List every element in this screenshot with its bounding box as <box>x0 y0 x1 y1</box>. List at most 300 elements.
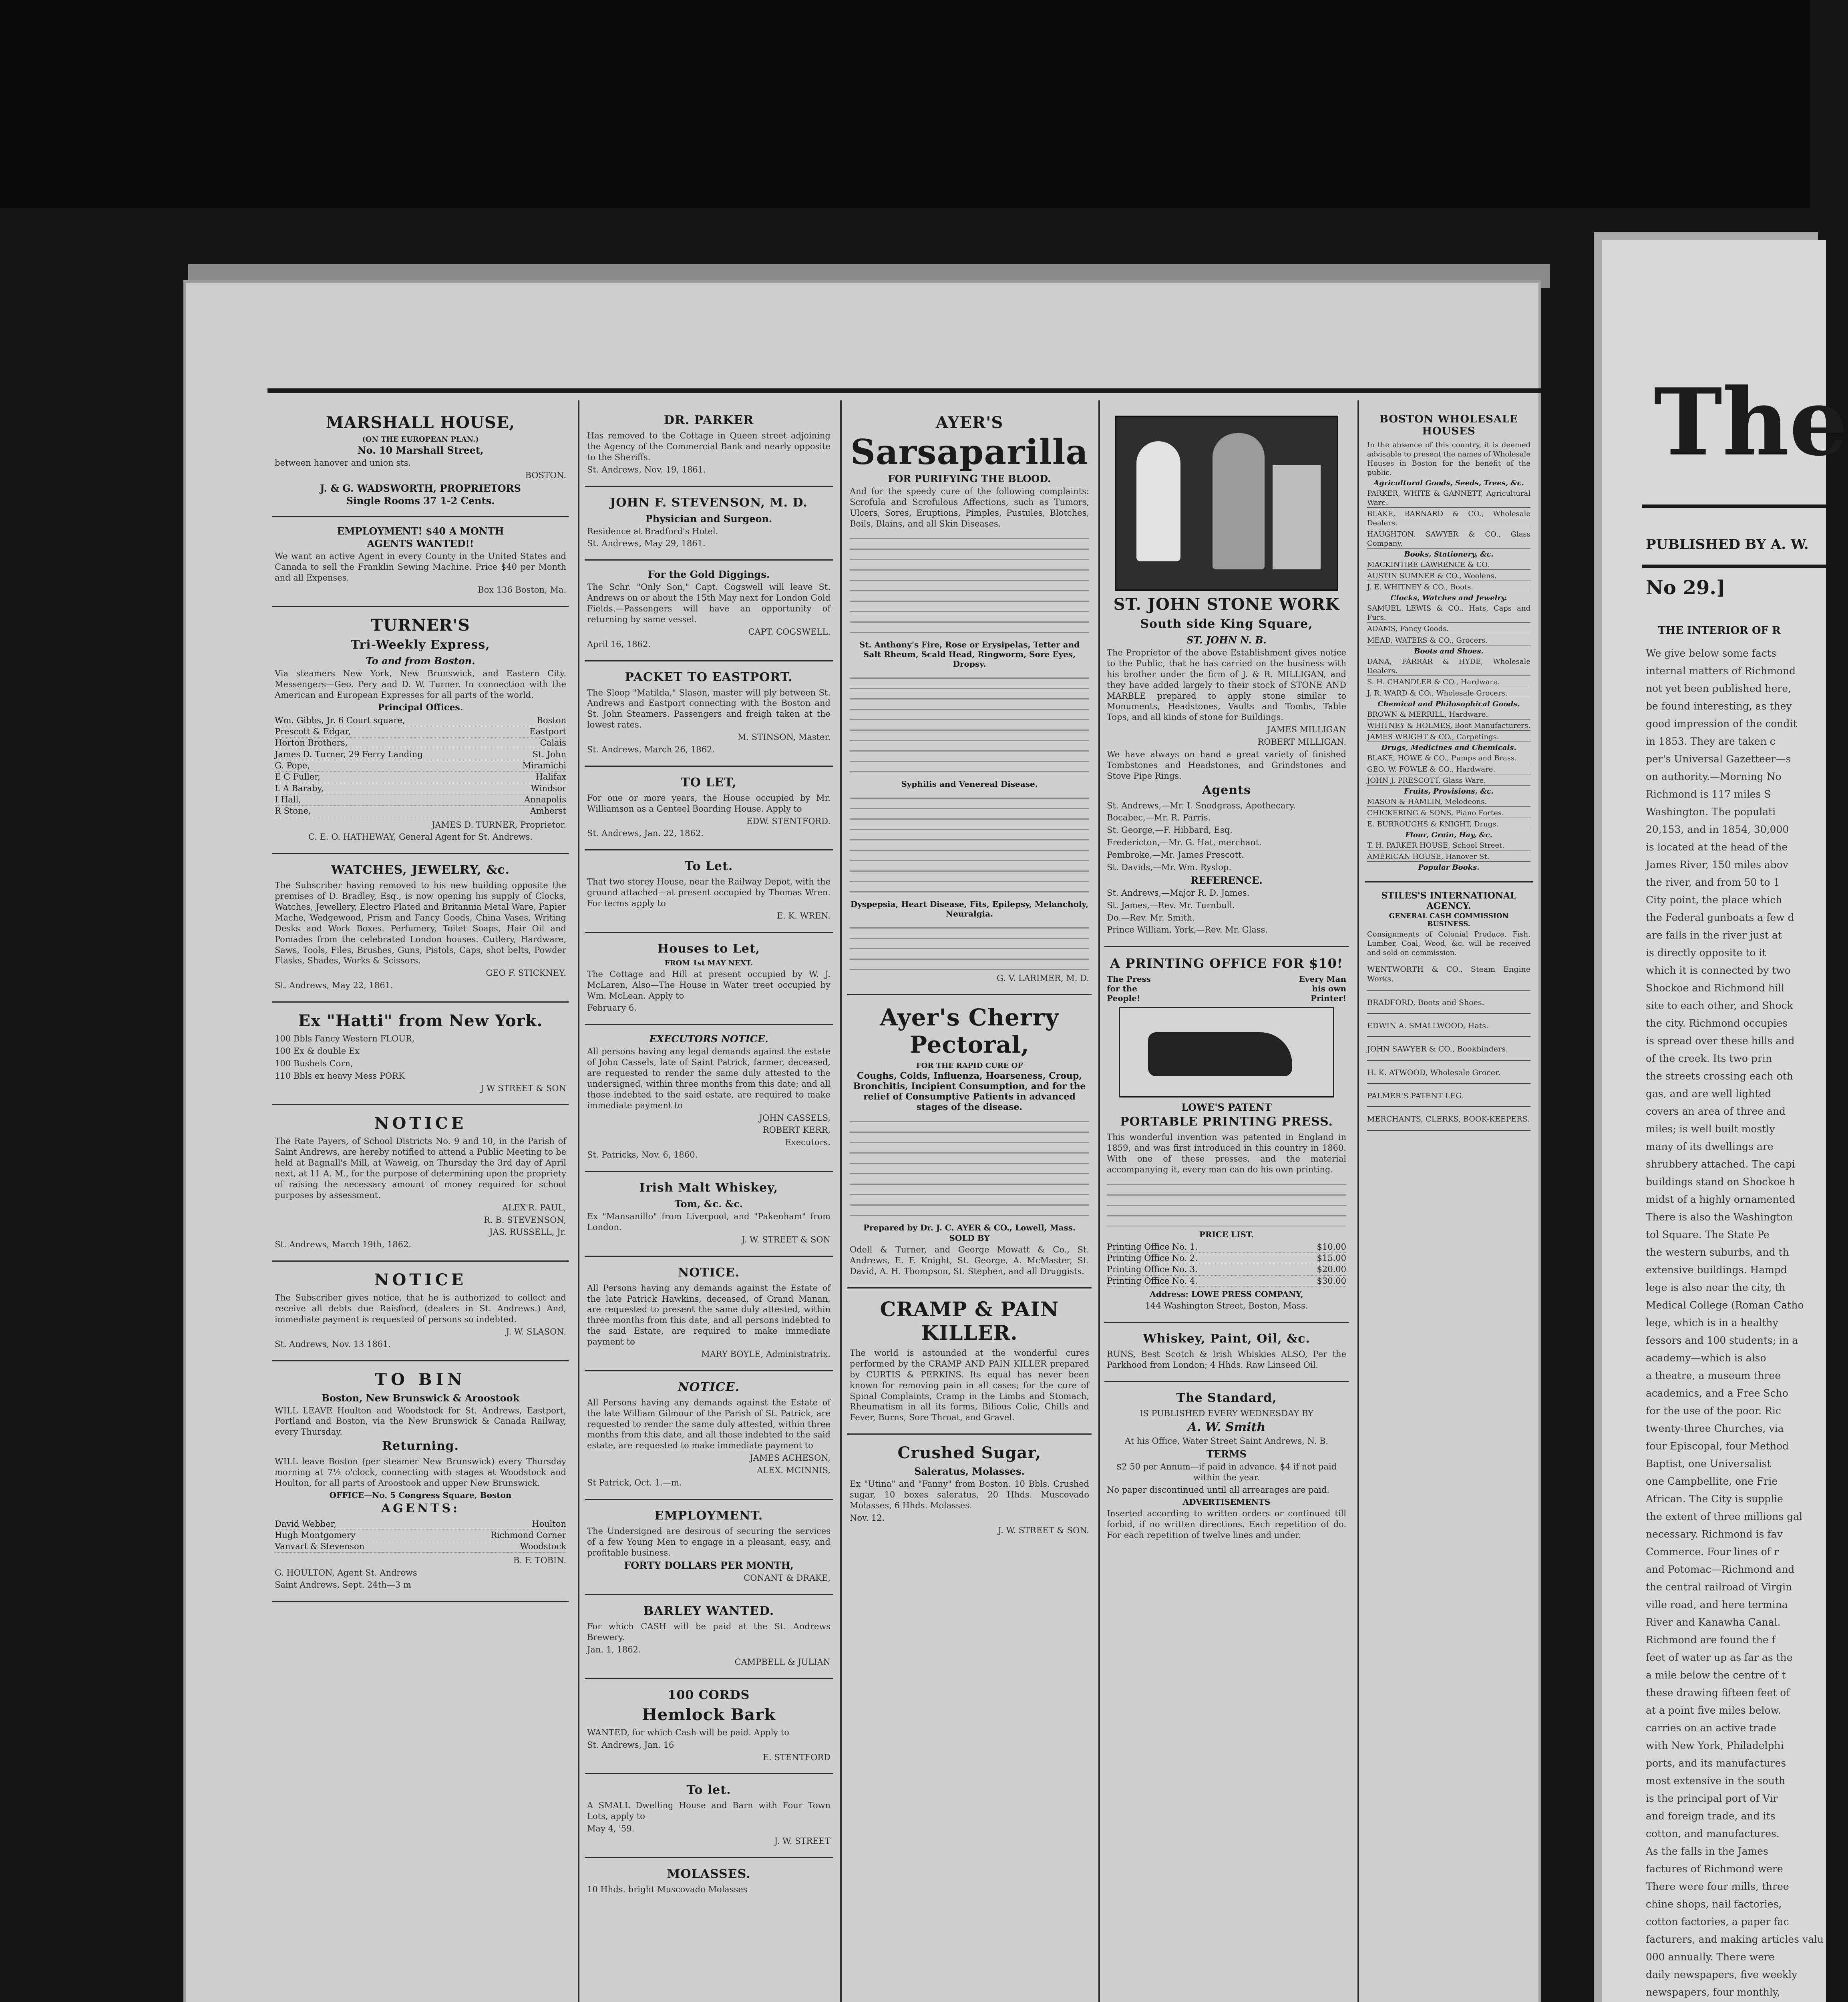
headstone <box>1273 465 1321 569</box>
slogan-left: The Press for the People! <box>1107 974 1151 1003</box>
article-line: chine shops, nail factories, <box>1646 1898 1782 1910</box>
ad-subtitle: LOWE'S PATENT <box>1181 1102 1272 1114</box>
agent-list <box>1107 800 1346 873</box>
ad-date: St. Andrews, March 19th, 1862. <box>275 1240 412 1250</box>
agent-line: Bocabec,—Mr. R. Parris. <box>1107 813 1211 823</box>
ad-signoff: E. STENTFORD <box>762 1752 830 1762</box>
article-line: City point, the place which <box>1646 894 1782 906</box>
ad-wage: FORTY DOLLARS PER MONTH, <box>624 1560 794 1572</box>
article-line: lege, which is in a healthy <box>1646 1317 1778 1329</box>
ad-text: WANTED, for which Cash will be paid. Apply to <box>587 1727 789 1737</box>
article-line: the river, and from 50 to 1 <box>1646 876 1780 888</box>
office-entry-value: Annapolis <box>524 794 566 804</box>
price-entry-value: $20.00 <box>1317 1264 1346 1274</box>
publishing-line: IS PUBLISHED EVERY WEDNESDAY BY <box>1139 1408 1314 1418</box>
ad-title: Irish Malt Whiskey, <box>639 1181 778 1195</box>
firm-entry: H. K. ATWOOD, Wholesale Grocer. <box>1367 1062 1530 1084</box>
executor-name: Executors. <box>785 1138 830 1148</box>
molasses-ad <box>585 1858 833 1906</box>
firm-entry: AMERICAN HOUSE, Hanover St. <box>1367 852 1530 862</box>
office-entry <box>275 772 566 783</box>
reference-line: Prince William, York,—Rev. Mr. Glass. <box>1107 925 1268 935</box>
reference-line: St. James,—Rev. Mr. Turnbull. <box>1107 900 1235 910</box>
packet-ad <box>585 661 833 767</box>
trustee-name: R. B. STEVENSON, <box>484 1215 566 1225</box>
ad-title: To let. <box>686 1783 731 1797</box>
office-entry <box>275 806 566 817</box>
ad-title: STILES'S INTERNATIONAL AGENCY. <box>1381 890 1516 911</box>
price-entry-name: Printing Office No. 3. <box>1107 1264 1198 1274</box>
ad-title: Crushed Sugar, <box>897 1443 1042 1463</box>
ad-rates: Single Rooms 37 1-2 Cents. <box>346 494 495 507</box>
ad-title: For the Gold Diggings. <box>648 569 770 581</box>
ad-text: The Sloop "Matilda," Slason, master will ply between St. Andrews and Eastport connecting with the Boston and St. John Steamers. Passengers and freigh taken at the lowest rates. <box>587 687 830 730</box>
ad-date: St Patrick, Oct. 1.—m. <box>587 1477 682 1487</box>
office-entry-name: Prescott & Edgar, <box>275 727 351 737</box>
ad-text: A SMALL Dwelling House and Barn with Four Town Lots, apply to <box>587 1801 830 1821</box>
ad-text: Consignments of Colonial Produce, Fish, Lumber, Coal, Wood, &c. will be received and sold on commission. <box>1367 930 1530 957</box>
directory-section: Boots and Shoes. <box>1414 647 1484 655</box>
ad-title: MARSHALL HOUSE, <box>326 413 515 432</box>
executor-name: ALEX. MCINNIS, <box>757 1465 830 1475</box>
ad-subtitle: Returning. <box>382 1439 459 1453</box>
article-line: 20,153, and in 1854, 30,000 <box>1646 824 1789 835</box>
directory-section: Books, Stationery, &c. <box>1404 550 1494 559</box>
agents-heading: Agents <box>1202 783 1251 797</box>
article-line: a mile below the centre of t <box>1646 1669 1786 1681</box>
international-agency-ad <box>1365 882 1533 1141</box>
printing-press-illustration <box>1119 1007 1334 1097</box>
description-text-block <box>1107 1178 1346 1226</box>
ad-offices: Principal Offices. <box>378 702 463 713</box>
office-list <box>275 715 566 817</box>
price-entry-value: $10.00 <box>1317 1242 1346 1252</box>
article-line: 000 annually. There were <box>1646 1951 1775 1963</box>
masthead: The <box>1654 368 1848 476</box>
article-line: be found interesting, as they <box>1646 700 1792 712</box>
parker-ad <box>585 404 833 487</box>
office-entry-value: Calais <box>540 738 566 748</box>
article-line: for the use of the poor. Ric <box>1646 1405 1781 1417</box>
firm-entry: T. H. PARKER HOUSE, School Street. <box>1367 841 1530 850</box>
ad-route: Boston, New Brunswick & Aroostook <box>321 1392 520 1404</box>
article-line: in 1853. They are taken c <box>1646 736 1776 747</box>
column-4 <box>1104 404 1349 1551</box>
ad-date: St. Patricks, Nov. 6, 1860. <box>587 1150 698 1160</box>
agent-entry-value: Richmond Corner <box>491 1530 566 1540</box>
ad-date: April 16, 1862. <box>587 639 651 649</box>
price-entry-name: Printing Office No. 4. <box>1107 1276 1198 1286</box>
article-line: one Campbellite, one Frie <box>1646 1475 1778 1487</box>
item-line: 110 Bbls ex heavy Mess PORK <box>275 1071 405 1081</box>
ad-text: Residence at Bradford's Hotel. <box>587 526 718 536</box>
ad-city: BOSTON. <box>525 470 566 480</box>
ad-text: And for the speedy cure of the following complaints: Scrofula and Scrofulous Affections, such as Tumors, Ulcers, Sores, Eruptions, Pimples, Pustules, Blotches, Boils, Blains, and all Skin Diseases. <box>850 486 1089 529</box>
office-entry-name: Horton Brothers, <box>275 738 348 748</box>
office-entry <box>275 749 566 760</box>
agent-line: Fredericton,—Mr. G. Hat, merchant. <box>1107 838 1262 848</box>
ad-title: To Let. <box>684 859 733 874</box>
issue-rule <box>1642 565 1826 568</box>
article-line: ports, and its manufactures <box>1646 1757 1786 1769</box>
adjacent-page <box>1602 240 1848 2002</box>
article-line: There is also the Washington <box>1646 1211 1793 1223</box>
ad-date: St. Andrews, Jan. 22, 1862. <box>587 828 704 838</box>
firm-entry: BRADFORD, Boots and Shoes. <box>1367 992 1530 1014</box>
directory-section: Chemical and Philosophical Goods. <box>1377 699 1520 708</box>
article-line: is directly opposite to it <box>1646 947 1766 959</box>
agent-line: Pembroke,—Mr. James Prescott. <box>1107 850 1245 860</box>
article-line: the western suburbs, and th <box>1646 1246 1789 1258</box>
sugar-ad <box>847 1435 1092 1546</box>
article-line: newspapers, four monthly, <box>1646 1986 1780 1998</box>
ad-address: Address: LOWE PRESS COMPANY, <box>1150 1289 1303 1299</box>
firm-entry: JOHN J. PRESCOTT, Glass Ware. <box>1367 776 1530 786</box>
column-3 <box>847 404 1092 1546</box>
office-line: At his Office, Water Street Saint Andrews, N. B. <box>1124 1436 1329 1446</box>
ad-subtitle: Tri-Weekly Express, <box>351 638 490 652</box>
article-line: is spread over these hills and <box>1646 1035 1795 1047</box>
hemlock-ad <box>585 1679 833 1775</box>
agent-line: St. Davids,—Mr. Wm. Ryslop. <box>1107 862 1232 872</box>
ad-title: TO BIN <box>375 1370 466 1389</box>
ad-title: BARLEY WANTED. <box>643 1604 774 1618</box>
ad-text: 10 Hhds. bright Muscovado Molasses <box>587 1884 748 1894</box>
cherry-pectoral-ad <box>847 995 1092 1288</box>
item-line: 100 Ex & double Ex <box>275 1046 360 1056</box>
article-line: factures of Richmond were <box>1646 1863 1783 1875</box>
firm-entry: WENTWORTH & CO., Steam Engine Works. <box>1367 959 1530 991</box>
houses-to-let-ad <box>585 933 833 1025</box>
office-entry <box>275 783 566 794</box>
article-line: four Episcopal, four Method <box>1646 1440 1789 1452</box>
article-line: is the principal port of Vir <box>1646 1793 1778 1804</box>
agent-entry <box>275 1530 566 1541</box>
ad-title: MOLASSES. <box>667 1867 751 1881</box>
trustee-name: ALEX'R. PAUL, <box>502 1202 566 1212</box>
reference-line: St. Andrews,—Major R. D. James. <box>1107 888 1250 898</box>
article-line: gas, and are well lighted <box>1646 1088 1772 1099</box>
gold-diggings-ad <box>585 561 833 661</box>
ad-text: Ex "Mansanillo" from Liverpool, and "Pakenham" from London. <box>587 1212 830 1232</box>
price-entry <box>1107 1242 1346 1253</box>
ad-text: All persons having any legal demands against the estate of John Cassels, late of Saint Patrick, farmer, deceased, are requested to render the same duly attested to the undersigned, within three months from this date; and all those indebted to the said estate, are required to make immediate payment to <box>587 1047 830 1110</box>
ad-title: NOTICE. <box>678 1380 740 1394</box>
ad-text: Coughs, Colds, Influenza, Hoarseness, Croup, Bronchitis, Incipient Consumption, and for the relief of Consumptive Patients in advanced stages of the disease. <box>853 1071 1086 1113</box>
to-let-ad-3 <box>585 1774 833 1858</box>
article-line: necessary. Richmond is fav <box>1646 1528 1783 1540</box>
ad-title: NOTICE <box>374 1270 467 1290</box>
office-entry-value: Amherst <box>530 806 566 816</box>
ad-signoff: CONANT & DRAKE, <box>744 1573 830 1583</box>
article-line: per's Universal Gazetteer—s <box>1646 753 1791 765</box>
ad-title: EMPLOYMENT. <box>654 1508 763 1523</box>
ad-text: RUNS, Best Scotch & Irish Whiskies ALSO, Per the Parkhood from London; 4 Hhds. Raw Linseed Oil. <box>1107 1349 1346 1370</box>
advertisements-text: Inserted according to written orders or continued till forbid, if no written directions. Each repetition of do. For each repetition of twelve lines and under. <box>1107 1508 1346 1540</box>
directory-section: Popular Books. <box>1418 863 1480 872</box>
article-line: cotton, and manufactures. <box>1646 1828 1780 1839</box>
ad-title: WATCHES, JEWELRY, &c. <box>331 863 510 877</box>
ad-title: EMPLOYMENT! $40 A MONTH <box>337 525 504 537</box>
price-entry <box>1107 1253 1346 1264</box>
ad-signoff: J. W. SLASON. <box>506 1327 566 1337</box>
ad-text: The Undersigned are desirous of securing the services of a few Young Men to engage in a pleasant, easy, and profitable business. <box>587 1526 830 1558</box>
publisher-name: A. W. Smith <box>1187 1420 1266 1435</box>
item-line: 100 Bushels Corn, <box>275 1058 353 1068</box>
office-entry <box>275 760 566 772</box>
column-rule <box>578 400 579 2002</box>
firm-entry: CHICKERING & SONS, Piano Fortes. <box>1367 808 1530 818</box>
agent-list <box>275 1519 566 1553</box>
ad-title: CRAMP & PAIN KILLER. <box>880 1297 1059 1345</box>
firm-entry: MEAD, WATERS & CO., Grocers. <box>1367 636 1530 645</box>
article-line: fessors and 100 students; in a <box>1646 1335 1798 1346</box>
article-line: with New York, Philadelphi <box>1646 1740 1784 1751</box>
executor-name: JAMES ACHESON, <box>750 1453 830 1463</box>
mason-figure <box>1213 433 1265 569</box>
ad-street: 144 Washington Street, Boston, Mass. <box>1145 1300 1308 1311</box>
article-line: which it is connected by two <box>1646 965 1791 976</box>
ad-date: May 4, '59. <box>587 1824 635 1834</box>
directory-title: BOSTON WHOLESALE HOUSES <box>1379 413 1518 437</box>
ad-text: WILL LEAVE Houlton and Woodstock for St. Andrews, Eastport, Portland and Boston, via the New Brunswick & Canada Railway, every Thursday. <box>275 1405 566 1437</box>
ad-title: Whiskey, Paint, Oil, &c. <box>1143 1331 1310 1346</box>
ad-agents: Odell & Turner, and George Mowatt & Co., St. Andrews, E. F. Knight, St. George, A. McMaster, St. David, A. H. Thompson, St. Stephen, and all Druggists. <box>850 1245 1089 1276</box>
statue-figure <box>1136 441 1180 561</box>
ad-title: TO LET, <box>681 775 737 790</box>
firm-entry: PALMER'S PATENT LEG. <box>1367 1085 1530 1107</box>
hawkins-notice <box>585 1257 833 1371</box>
ad-signoff: B. F. TOBIN. <box>513 1555 566 1565</box>
paper-name: The Standard, <box>1176 1391 1277 1405</box>
price-entry-value: $30.00 <box>1317 1276 1346 1286</box>
article-line: at a point five miles below. <box>1646 1705 1781 1716</box>
hatti-ad <box>272 1003 569 1105</box>
article-line: Medical College (Roman Catho <box>1646 1299 1804 1311</box>
ad-date: St. Andrews, Nov. 19, 1861. <box>587 464 706 474</box>
article-line: carries on an active trade <box>1646 1722 1776 1734</box>
gilmour-notice <box>585 1371 833 1500</box>
firm-entry: GEO. W. FOWLE & CO., Hardware. <box>1367 765 1530 774</box>
ad-date: Saint Andrews, Sept. 24th—3 m <box>275 1580 411 1590</box>
ad-route: To and from Boston. <box>366 655 475 667</box>
price-list <box>1107 1242 1346 1287</box>
ad-text: The Rate Payers, of School Districts No. 9 and 10, in the Parish of Saint Andrews, are hereby notified to attend a Public Meeting to be held at Bagnall's Mill, at Waweig, on Thursday the 3rd day of April next, at 11 A. M., for the purpose of determining upon the propriety of raising the necessary amount of money required for school purposes by assessment. <box>275 1136 566 1200</box>
office-entry-name: R Stone, <box>275 806 311 816</box>
ad-signoff: M. STINSON, Master. <box>738 732 830 742</box>
agent-entry-name: Vanvart & Stevenson <box>275 1542 365 1552</box>
ad-title: 100 CORDS <box>668 1688 750 1702</box>
ad-agent: G. HOULTON, Agent St. Andrews <box>275 1568 417 1578</box>
article-line: midst of a highly ornamented <box>1646 1194 1796 1205</box>
article-line: and foreign trade, and its <box>1646 1810 1776 1822</box>
ad-date: St. Andrews, May 22, 1861. <box>275 981 393 991</box>
ad-section: Syphilis and Venereal Disease. <box>901 779 1038 789</box>
article-line: are falls in the river just at <box>1646 929 1782 941</box>
column-rule <box>1098 400 1100 2002</box>
office-entry-name: L A Baraby, <box>275 783 324 793</box>
barley-ad <box>585 1595 833 1679</box>
article-line: not yet been published here, <box>1646 683 1792 694</box>
ad-signoff: EDW. STENTFORD. <box>746 816 830 826</box>
office-entry-value: St. John <box>532 749 566 759</box>
ad-signoff: J. W. STREET & SON <box>741 1234 830 1244</box>
pain-killer-ad <box>847 1288 1092 1435</box>
article-line: James River, 150 miles abov <box>1646 859 1789 870</box>
ad-subtitle: FOR THE RAPID CURE OF <box>916 1061 1023 1070</box>
article-line: a theatre, a museum three <box>1646 1370 1781 1381</box>
ad-signoff: J. W. STREET <box>774 1836 830 1846</box>
ad-signoff: Box 136 Boston, Ma. <box>478 585 566 595</box>
agent-line: St. George,—F. Hibbard, Esq. <box>1107 825 1233 835</box>
article-line: Richmond is 117 miles S <box>1646 788 1771 800</box>
article-line: academy—which is also <box>1646 1352 1766 1364</box>
ad-product: PORTABLE PRINTING PRESS. <box>1120 1115 1333 1129</box>
article-line: daily newspapers, five weekly <box>1646 1969 1798 1980</box>
ad-product: Sarsaparilla <box>850 432 1089 472</box>
watches-ad <box>272 854 569 1003</box>
ad-date: February 6. <box>587 1003 637 1013</box>
article-line: extensive buildings. Hampd <box>1646 1264 1787 1276</box>
ad-signoff: CAMPBELL & JULIAN <box>734 1657 830 1667</box>
top-rule <box>267 388 1541 393</box>
ad-prepared: Prepared by Dr. J. C. AYER & CO., Lowell, Mass. <box>863 1223 1076 1233</box>
firm-entry: BROWN & MERRILL, Hardware. <box>1367 710 1530 720</box>
to-let-ad-2 <box>585 850 833 933</box>
ad-subtitle: (ON THE EUROPEAN PLAN.) <box>362 435 479 444</box>
ad-text: All Persons having any demands against the Estate of the late William Gilmour of the Parish of St. Patrick, are requested to render the same duly attested, within three months from this date, and all those indebted to the said estate, are requested to make immediate payment to <box>587 1397 830 1451</box>
item-list <box>275 1033 566 1081</box>
publisher-line: PUBLISHED BY A. W. <box>1646 537 1809 553</box>
ad-subtitle: Tom, &c. &c. <box>674 1198 743 1210</box>
reference-heading: REFERENCE. <box>1190 874 1263 886</box>
signoff-list <box>1107 724 1346 748</box>
ad-title: A PRINTING OFFICE FOR $10! <box>1110 956 1343 971</box>
ad-signoff: J. W. STREET & SON. <box>998 1525 1089 1535</box>
article-line: the central railroad of Virgin <box>1646 1581 1792 1593</box>
sarsaparilla-ad <box>847 404 1092 995</box>
article-line: River and Kanawha Canal. <box>1646 1616 1781 1628</box>
whiskey-ad <box>585 1172 833 1257</box>
firm-entry: HAUGHTON, SAWYER & CO., Glass Company. <box>1367 530 1530 549</box>
testimonial-text-block <box>850 672 1089 776</box>
firm-entry: E. BURROUGHS & KNIGHT, Drugs. <box>1367 820 1530 829</box>
office-entry-name: G. Pope, <box>275 761 310 771</box>
article-body <box>1646 645 1822 2002</box>
ad-text: For which CASH will be paid at the St. Andrews Brewery. <box>587 1622 830 1642</box>
agent-line: St. Andrews,—Mr. I. Snodgrass, Apothecary. <box>1107 800 1296 810</box>
agent-entry-name: David Webber, <box>275 1519 337 1529</box>
ad-title: Ex "Hatti" from New York. <box>298 1011 543 1031</box>
testimonial-text-block <box>850 792 1089 896</box>
ad-text: The Proprietor of the above Establishment gives notice to the Public, that he has carried on the business with his brother under the firm of J. & R. MILLIGAN, and they have added largely to their stock of STONE AND MARBLE prepared to apply stone similar to Monuments, Headstones, Vaults and Tombs, Table Tops, and all kinds of stone for Buildings. <box>1107 648 1346 722</box>
ad-office: OFFICE—No. 5 Congress Square, Boston <box>329 1490 512 1500</box>
firm-entry: J. R. WARD & CO., Wholesale Grocers. <box>1367 689 1530 698</box>
scanner-border <box>0 0 1810 208</box>
ad-date: Jan. 1, 1862. <box>587 1645 641 1654</box>
column-rule <box>840 400 842 2002</box>
directory-intro: In the absence of this country, it is deemed advisable to present the names of Wholesale Houses in Boston for the benefit of the public. <box>1367 441 1530 477</box>
firm-entry: WHITNEY & HOLMES, Boot Manufacturers. <box>1367 721 1530 731</box>
ad-subtitle: Hemlock Bark <box>642 1705 776 1724</box>
article-line: is located at the head of the <box>1646 841 1788 853</box>
ad-text: That two storey House, near the Railway Depot, with the ground attached—at present occupied by Thomas Wren. For terms apply to <box>587 877 830 908</box>
ad-text: All Persons having any demands against the Estate of the late Patrick Hawkins, deceased, of Grand Manan, are requested to present the same duly attested, within three months from this date, and all persons indebted to the said Estate, are required to make immediate payment to <box>587 1283 830 1347</box>
ad-text: Has removed to the Cottage in Queen street adjoining the Agency of the Commercial Bank and nearly opposite to the Sheriffs. <box>587 431 830 462</box>
ad-date: St. Andrews, Nov. 13 1861. <box>275 1339 391 1349</box>
price-heading: PRICE LIST. <box>1199 1229 1254 1239</box>
directory-section: Agricultural Goods, Seeds, Trees, &c. <box>1373 479 1524 488</box>
article-line: Washington. The populati <box>1646 806 1776 818</box>
ad-text: Ex "Utina" and "Fanny" from Boston. 10 Bbls. Crushed sugar, 10 boxes saleratus, 20 Hhds. Muscovado Molasses, 6 Hhds. Molasses. <box>850 1479 1089 1510</box>
ad-date: St. Andrews, March 26, 1862. <box>587 744 715 754</box>
issue-number: No 29.] <box>1646 577 1725 599</box>
ad-note: We have always on hand a great variety of finished Tombstones and Headstones, and Grindstones and Stove Pipe Rings. <box>1107 749 1346 781</box>
ad-subtitle: Physician and Surgeon. <box>645 513 772 525</box>
article-line: twenty-three Churches, via <box>1646 1423 1784 1434</box>
description-text-block <box>850 1116 1089 1220</box>
article-line: African. The City is supplie <box>1646 1493 1783 1505</box>
column-5 <box>1365 404 1533 1141</box>
article-line: and Potomac—Richmond and <box>1646 1564 1795 1575</box>
ad-proprietors: J. & G. WADSWORTH, PROPRIETORS <box>320 482 521 494</box>
ad-address: No. 10 Marshall Street, <box>357 444 484 456</box>
trustee-list <box>275 1202 566 1238</box>
ad-title: NOTICE. <box>678 1265 740 1280</box>
article-line: Commerce. Four lines of r <box>1646 1546 1779 1558</box>
article-line: facturers, and making articles valu <box>1646 1934 1824 1945</box>
article-line: the streets crossing each oth <box>1646 1070 1793 1082</box>
firm-entry: SAMUEL LEWIS & CO., Hats, Caps and Furs. <box>1367 604 1530 623</box>
ad-title: Houses to Let, <box>657 941 760 956</box>
ad-date: St. Andrews, Jan. 16 <box>587 1740 674 1750</box>
firm-entry: J. E. WHITNEY & CO., Boots. <box>1367 583 1530 592</box>
marshall-house-ad <box>272 404 569 517</box>
ad-text: We want an active Agent in every County in the United States and Canada to sell the Franklin Sewing Machine. Price $40 per Month and all Expenses. <box>275 551 566 583</box>
firm-entry: MASON & HAMLIN, Melodeons. <box>1367 797 1530 807</box>
price-entry <box>1107 1276 1346 1287</box>
article-line: most extensive in the south <box>1646 1775 1786 1787</box>
office-entry-value: Miramichi <box>522 761 566 771</box>
ad-section: St. Anthony's Fire, Rose or Erysipelas, Tetter and Salt Rheum, Scald Head, Ringworm, Sore Eyes, Dropsy. <box>859 639 1080 669</box>
advertisements-heading: ADVERTISEMENTS <box>1182 1497 1271 1507</box>
ad-signoff: J W STREET & SON <box>480 1083 566 1093</box>
proprietor-name: ROBERT MILLIGAN. <box>1257 737 1346 747</box>
price-entry-name: Printing Office No. 2. <box>1107 1253 1198 1263</box>
ad-slogans <box>1107 974 1346 1003</box>
directory-section: Fruits, Provisions, &c. <box>1404 787 1494 796</box>
ad-agent: C. E. O. HATHEWAY, General Agent for St. Andrews. <box>308 832 533 842</box>
turner-express-ad <box>272 607 569 854</box>
article-line: the city. Richmond occupies <box>1646 1017 1788 1029</box>
whiskey-paint-ad <box>1104 1323 1349 1382</box>
office-entry-name: James D. Turner, 29 Ferry Landing <box>275 749 423 759</box>
ad-subtitle: Saleratus, Molasses. <box>914 1465 1025 1477</box>
firm-entry: AUSTIN SUMNER & CO., Woolens. <box>1367 571 1530 581</box>
boston-wholesale-directory <box>1365 404 1533 882</box>
ad-title: Ayer's Cherry Pectoral, <box>880 1004 1059 1059</box>
ad-signoff: JAMES D. TURNER, Proprietor. <box>431 820 566 830</box>
ad-title: AYER'S <box>935 413 1003 432</box>
firm-entry: JAMES WRIGHT & CO., Carpetings. <box>1367 732 1530 742</box>
ad-subtitle: FOR PURIFYING THE BLOOD. <box>888 473 1051 484</box>
ad-section: Dyspepsia, Heart Disease, Fits, Epilepsy, Melancholy, Neuralgia. <box>850 899 1089 919</box>
terms-text: $2 50 per Annum—if paid in advance. $4 if not paid within the year. <box>1116 1462 1337 1483</box>
article-line: ville road, and here termina <box>1646 1599 1788 1610</box>
article-line: We give below some facts <box>1646 647 1776 659</box>
ad-text: between hanover and union sts. <box>275 458 411 468</box>
ad-title: ST. JOHN STONE WORK <box>1113 595 1340 614</box>
